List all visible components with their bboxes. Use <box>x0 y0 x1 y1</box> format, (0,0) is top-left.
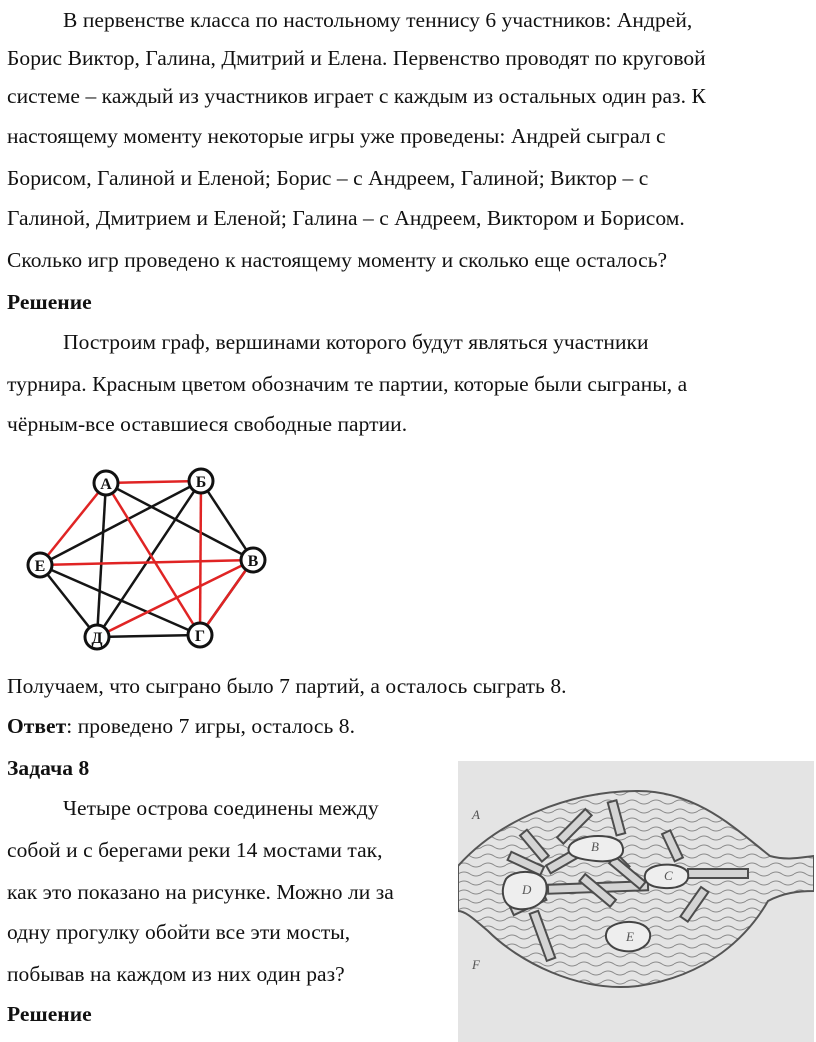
remaining-edge-d-e <box>40 565 97 637</box>
label-bank-f: F <box>472 957 480 972</box>
problem-line-2: Борис Виктор, Галина, Дмитрий и Елена. Первенство проводят по круговой <box>7 46 706 70</box>
label-island-b: B <box>591 839 599 854</box>
remaining-edge-b-v <box>201 481 253 560</box>
answer-line <box>7 706 355 746</box>
task8-line-1: Четыре острова соединены между <box>63 796 379 820</box>
answer-label: Ответ <box>7 714 67 738</box>
graph-edges <box>40 481 253 637</box>
remaining-edge-a-v <box>106 483 253 560</box>
bridge-14 <box>688 869 748 878</box>
problem-line-7: Сколько игр проведено к настоящему моменту и сколько еще осталось? <box>7 248 668 272</box>
task8-solution-heading: Решение <box>7 1002 92 1026</box>
played-edge-v-d <box>97 560 253 637</box>
node-label-v: В <box>247 553 259 570</box>
remaining-edge-g-d <box>97 635 200 637</box>
solution-line-2: турнира. Красным цветом обозначим те партии, которые были сыграны, а <box>7 372 688 396</box>
task8-line-4: одну прогулку обойти все эти мосты, <box>7 920 351 944</box>
played-edge-v-g <box>200 560 253 635</box>
played-edge-a-b <box>106 481 201 483</box>
problem-line-3: системе – каждый из участников играет с каждым из остальных один раз. К <box>7 84 706 108</box>
task8-line-3: как это показано на рисунке. Можно ли за <box>7 880 394 904</box>
node-label-g: Г <box>194 628 206 645</box>
problem-line-5: Борисом, Галиной и Еленой; Борис – с Андреем, Галиной; Виктор – с <box>7 166 649 190</box>
remaining-edge-b-e <box>40 481 201 565</box>
graph-node-b <box>189 469 213 493</box>
answer-text: : проведено 7 игры, осталось 8. <box>66 714 356 738</box>
label-island-c: C <box>664 868 673 883</box>
graph-node-v <box>241 548 265 572</box>
played-edge-a-e <box>40 483 106 565</box>
label-island-d: D <box>522 882 532 897</box>
node-label-e: Е <box>34 558 46 575</box>
task8-heading: Задача 8 <box>7 756 90 780</box>
solution-line-3: чёрным-все оставшиеся свободные партии. <box>7 412 408 436</box>
node-label-a: А <box>100 476 112 493</box>
problem-line-4: настоящему моменту некоторые игры уже проведены: Андрей сыграл с <box>7 124 666 148</box>
graph-node-d <box>85 625 109 649</box>
task8-line-5: побывав на каждом из них один раз? <box>7 962 345 986</box>
solution-heading: Решение <box>7 290 92 314</box>
solution-line-1: Построим граф, вершинами которого будут являться участники <box>63 330 649 354</box>
graph-node-e <box>28 553 52 577</box>
graph-node-g <box>188 623 212 647</box>
result-text: Получаем, что сыграно было 7 партий, а осталось сыграть 8. <box>7 674 567 698</box>
graph-node-a <box>94 471 118 495</box>
tournament-graph <box>20 462 310 657</box>
remaining-edge-a-d <box>97 483 106 637</box>
problem-line-6: Галиной, Дмитрием и Еленой; Галина – с Андреем, Виктором и Борисом. <box>7 206 685 230</box>
label-bank-a: A <box>472 807 480 822</box>
played-edge-b-g <box>200 481 201 635</box>
node-label-d: Д <box>91 630 103 647</box>
river-bridges-figure <box>458 761 814 1042</box>
node-label-b: Б <box>195 474 207 491</box>
task8-line-2: собой и с берегами реки 14 мостами так, <box>7 838 383 862</box>
problem-line-1: В первенстве класса по настольному теннису 6 участников: Андрей, <box>63 8 693 32</box>
label-island-e: E <box>626 929 634 944</box>
